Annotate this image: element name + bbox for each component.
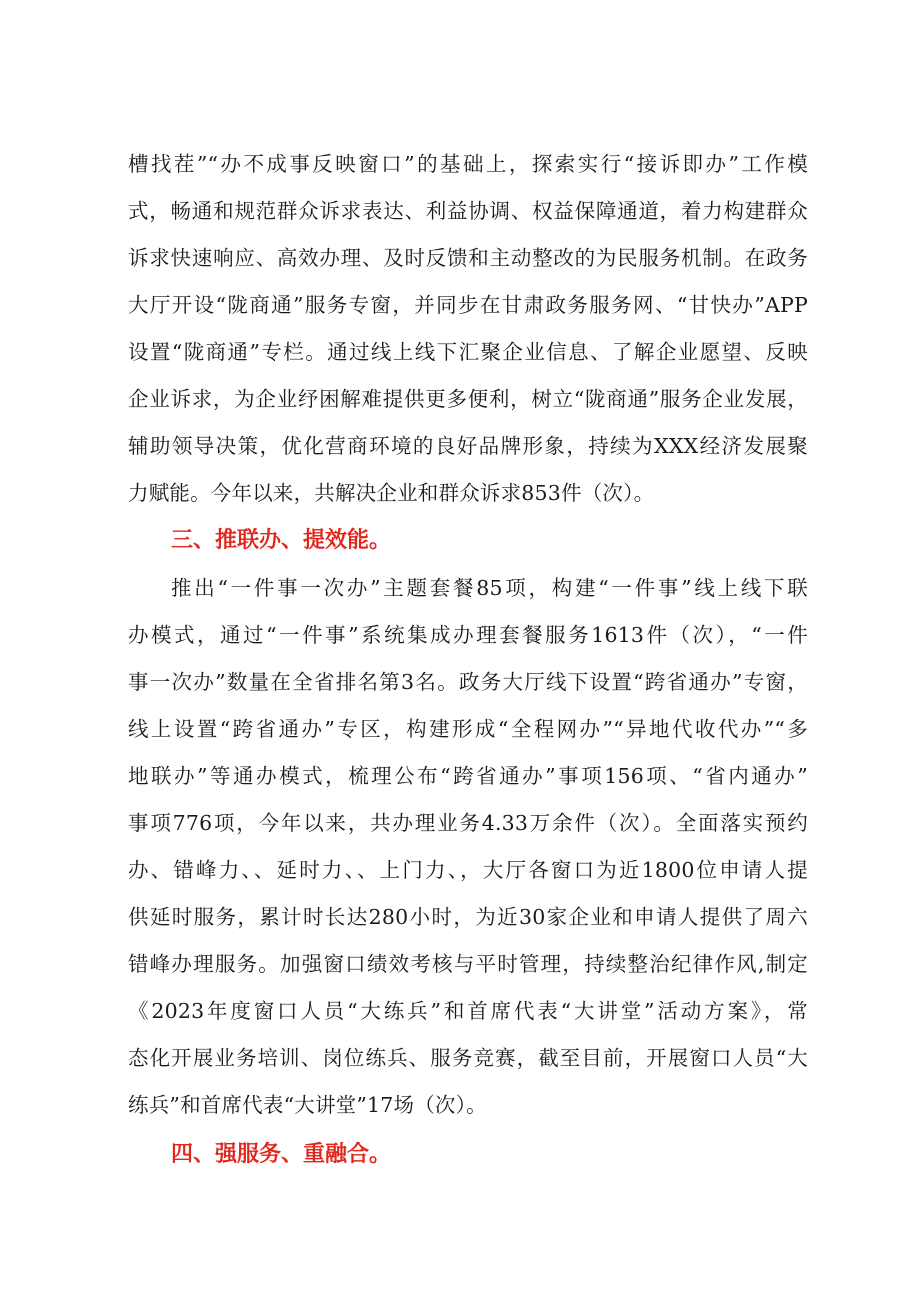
paragraph2-line-4: 线上设置“跨省通办”专区，构建形成“全程网办”“异地代收代办”“多 bbox=[128, 717, 808, 741]
paragraph1-line-8: 力赋能。今年以来，共解决企业和群众诉求853件（次）。 bbox=[128, 481, 655, 505]
paragraph1-line-1: 槽找茬”“办不成事反映窗口”的基础上，探索实行“接诉即办”工作模 bbox=[128, 152, 808, 176]
paragraph2-line-7: 办、错峰力、、延时力、、上门力、，大厅各窗口为近1800位申请人提 bbox=[128, 858, 808, 882]
paragraph1-line-4: 大厅开设“陇商通”服务专窗，并同步在甘肃政务服务网、“甘快办”APP bbox=[128, 293, 808, 317]
paragraph1-line-5: 设置“陇商通”专栏。通过线上线下汇聚企业信息、了解企业愿望、反映 bbox=[128, 340, 808, 364]
section-heading-4: 四、强服务、重融合。 bbox=[171, 1142, 392, 1167]
paragraph2-line-1: 推出“一件事一次办”主题套餐85项，构建“一件事”线上线下联 bbox=[171, 576, 808, 600]
paragraph1-line-7: 辅助领导决策，优化营商环境的良好品牌形象，持续为XXX经济发展聚 bbox=[128, 434, 808, 458]
paragraph2-line-12: 练兵”和首席代表“大讲堂”17场（次）。 bbox=[128, 1093, 487, 1117]
paragraph2-line-2: 办模式，通过“一件事”系统集成办理套餐服务1613件（次），“一件 bbox=[128, 623, 808, 647]
paragraph1-line-2: 式，畅通和规范群众诉求表达、利益协调、权益保障通道，着力构建群众 bbox=[128, 199, 808, 223]
paragraph1-line-6: 企业诉求，为企业纾困解难提供更多便利，树立“陇商通”服务企业发展， bbox=[128, 387, 808, 411]
paragraph2-line-11: 态化开展业务培训、岗位练兵、服务竞赛，截至目前，开展窗口人员“大 bbox=[128, 1046, 808, 1070]
section-heading-3: 三、推联办、提效能。 bbox=[171, 528, 392, 553]
paragraph1-line-3: 诉求快速响应、高效办理、及时反馈和主动整改的为民服务机制。在政务 bbox=[128, 246, 808, 270]
paragraph2-line-3: 事一次办”数量在全省排名第3名。政务大厅线下设置“跨省通办”专窗， bbox=[128, 670, 808, 694]
paragraph2-line-8: 供延时服务，累计时长达280小时，为近30家企业和申请人提供了周六 bbox=[128, 905, 808, 929]
paragraph2-line-6: 事项776项，今年以来，共办理业务4.33万余件（次）。全面落实预约 bbox=[128, 811, 808, 835]
paragraph2-line-9: 错峰办理服务。加强窗口绩效考核与平时管理，持续整治纪律作风,制定 bbox=[128, 952, 808, 976]
paragraph2-line-10: 《2023年度窗口人员“大练兵”和首席代表“大讲堂”活动方案》，常 bbox=[128, 999, 808, 1023]
paragraph2-line-5: 地联办”等通办模式，梳理公布“跨省通办”事项156项、“省内通办” bbox=[128, 764, 808, 788]
